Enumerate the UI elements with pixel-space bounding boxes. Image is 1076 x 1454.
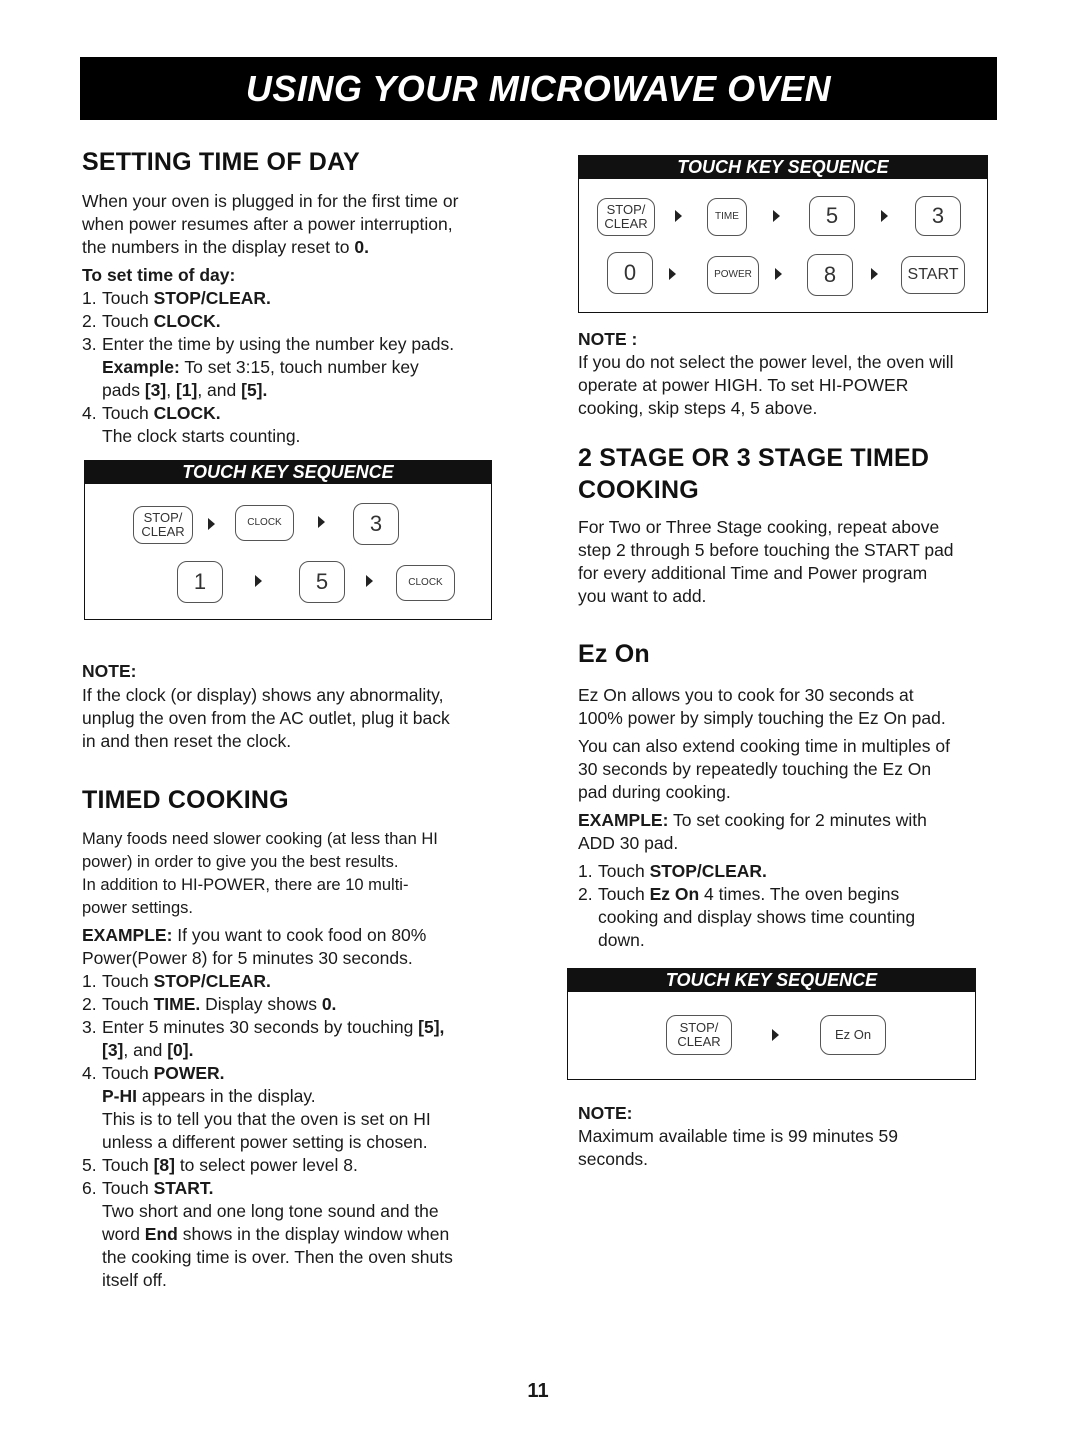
step: 2. Touch CLOCK. [82,311,221,331]
ez-on-example: EXAMPLE: To set cooking for 2 minutes with ADD 30 pad. [578,810,927,853]
page-banner [80,57,997,120]
touch-key-sequence-box-3 [567,968,976,1080]
clock-key: CLOCK [396,565,455,601]
step: 6. Touch START. Two short and one long tone sound and the word End shows in the display window when the cooking time is over. Then the oven shuts itself off. [82,1178,453,1290]
setting-time-intro [82,190,458,259]
ez-on-paragraph: You can also extend cooking time in multiples of 30 seconds by repeatedly touching the Ez On pad during cooking. [578,736,950,802]
page-number: 11 [527,1380,549,1402]
note-text: If you do not select the power level, the oven will operate at power HIGH. To set HI-POWER cooking, skip steps 4, 5 above. [578,352,954,418]
arrow-icon [669,268,676,280]
step: 5. Touch [8] to select power level 8. [82,1155,358,1175]
number-key-3: 3 [353,503,399,545]
arrow-icon [366,575,373,587]
number-key-1: 1 [177,561,223,603]
stage-cooking-text: For Two or Three Stage cooking, repeat above step 2 through 5 before touching the START pad for every additional Time and Power program you want to add. [578,517,954,606]
intro-value: 0. [354,237,369,257]
step: 1. Touch STOP/CLEAR. [82,288,271,308]
ez-on-title: Ez On [578,640,650,668]
stop-clear-key: STOP/ CLEAR [133,506,193,544]
number-key-0: 0 [607,252,653,294]
timed-cooking-steps [82,970,502,1292]
stop-clear-key: STOP/ CLEAR [666,1015,732,1055]
ez-on-steps [578,860,998,952]
intro-line: the numbers in the display reset to [82,237,350,257]
number-key-8: 8 [807,254,853,296]
step: 1. Touch STOP/CLEAR. [82,971,271,991]
note-label: NOTE: [82,661,137,681]
step: 1. Touch STOP/CLEAR. [578,861,767,881]
start-key: START [901,256,965,294]
box-heading: TOUCH KEY SEQUENCE [579,156,987,179]
number-key-5: 5 [299,561,345,603]
arrow-icon [881,210,888,222]
step: 3. Enter 5 minutes 30 seconds by touching [5], [3], and [0]. [82,1017,445,1060]
number-key-3: 3 [915,196,961,236]
step: 2. Touch Ez On 4 times. The oven begins cooking and display shows time counting down. [578,884,916,950]
arrow-icon [675,210,682,222]
timed-cooking-example: EXAMPLE: If you want to cook food on 80% Power(Power 8) for 5 minutes 30 seconds. [82,925,427,968]
box-heading: TOUCH KEY SEQUENCE [568,969,975,992]
setting-time-steps [82,287,502,448]
setting-time-subhead: To set time of day: [82,265,236,285]
arrow-icon [772,1029,779,1041]
stage-cooking-title: 2 STAGE OR 3 STAGE TIMED COOKING [578,444,930,504]
time-key: TIME [707,198,747,236]
intro-line: When your oven is plugged in for the first time or [82,191,459,211]
step: 4. Touch POWER. P-HI appears in the display. This is to tell you that the oven is set on HI unless a different power setting is chosen. [82,1063,431,1152]
arrow-icon [871,268,878,280]
intro-line: when power resumes after a power interruption, [82,214,453,234]
timed-cooking-intro: Many foods need slower cooking (at less than HI power) in order to give you the best results. In addition to HI-POWER, there are 10 multi- power settings. [82,830,438,917]
setting-time-title: SETTING TIME OF DAY [82,148,360,176]
stop-clear-key: STOP/ CLEAR [597,198,655,236]
step: 4. Touch CLOCK. The clock starts counting. [82,403,301,446]
note-label: NOTE: [578,1103,633,1123]
step: 2. Touch TIME. Display shows 0. [82,994,337,1014]
arrow-icon [318,516,325,528]
note-text: Maximum available time is 99 minutes 59 seconds. [578,1126,898,1169]
arrow-icon [775,268,782,280]
touch-key-sequence-box-2 [578,155,988,313]
number-key-5: 5 [809,196,855,236]
box-heading: TOUCH KEY SEQUENCE [85,461,491,484]
timed-cooking-title: TIMED COOKING [82,786,289,814]
arrow-icon [773,210,780,222]
note-text: If the clock (or display) shows any abnormality, unplug the oven from the AC outlet, plug it back in and then reset the clock. [82,685,450,751]
step: 3. Enter the time by using the number key pads. Example: To set 3:15, touch number key pads [3], [1], and [5]. [82,334,455,400]
arrow-icon [208,518,215,530]
arrow-icon [255,575,262,587]
power-key: POWER [707,256,759,294]
clock-key: CLOCK [235,505,294,541]
note-label: NOTE : [578,329,638,349]
ez-on-paragraph: Ez On allows you to cook for 30 seconds at 100% power by simply touching the Ez On pad. [578,685,946,728]
banner-title: USING YOUR MICROWAVE OVEN [245,68,832,109]
touch-key-sequence-box-1 [84,460,492,620]
ez-on-key: Ez On [820,1015,886,1055]
